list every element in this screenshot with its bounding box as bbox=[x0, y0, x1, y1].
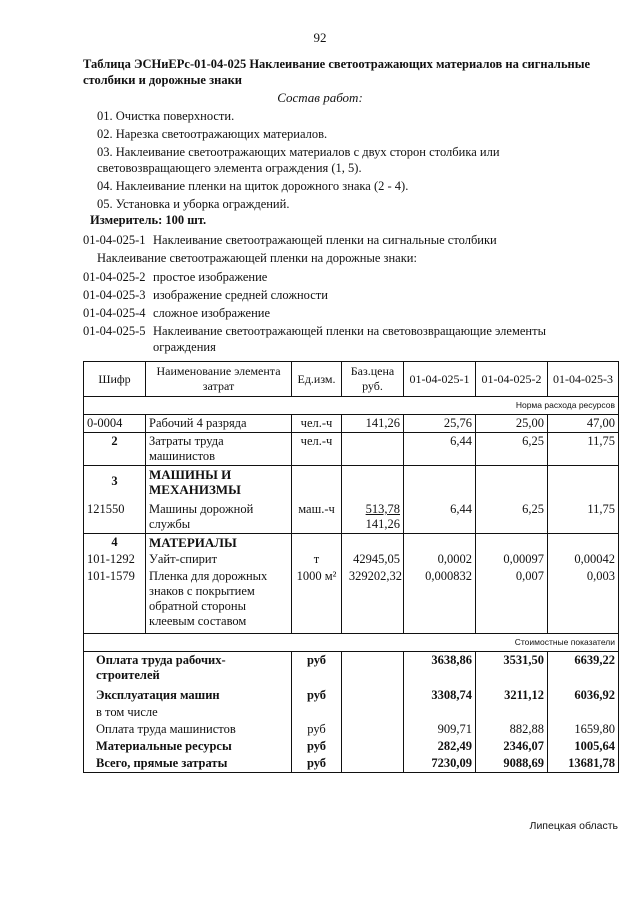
empty-cell bbox=[476, 534, 548, 552]
cost-value: 282,49 bbox=[404, 738, 476, 755]
empty-cell bbox=[342, 652, 404, 685]
empty-cell bbox=[342, 466, 404, 499]
cost-note-row bbox=[84, 634, 619, 652]
table-row bbox=[84, 568, 619, 634]
code-number: 01-04-025-4 bbox=[83, 306, 146, 320]
value-cell: 11,75 bbox=[548, 433, 619, 466]
work-item: 03. Наклеивание светоотражающих материалов с двух сторон столбика или световозвращающего элемента ограждения (1, 5). bbox=[97, 145, 500, 175]
resource-table bbox=[83, 361, 619, 773]
code-number: 01-04-025-2 bbox=[83, 270, 146, 284]
price-value: 141,26 bbox=[365, 517, 400, 531]
price-value: 513,78 bbox=[365, 502, 400, 516]
name-cell: Машины дорожной службы bbox=[146, 498, 292, 534]
norm-note-row bbox=[84, 397, 619, 415]
price-cell: 42945,05 bbox=[342, 551, 404, 568]
code-cell: 3 bbox=[84, 466, 146, 499]
code-description: Наклеивание светоотражающей пленки на сигнальные столбики bbox=[153, 233, 497, 247]
cost-note: Стоимостные показатели bbox=[84, 634, 619, 652]
section-name: МАШИНЫ И МЕХАНИЗМЫ bbox=[146, 466, 292, 499]
value-cell: 25,76 bbox=[404, 415, 476, 433]
empty-cell bbox=[548, 466, 619, 499]
composition-heading: Состав работ: bbox=[277, 90, 363, 105]
empty-cell bbox=[342, 738, 404, 755]
table-row bbox=[84, 433, 619, 466]
measure-unit: Измеритель: 100 шт. bbox=[90, 213, 207, 227]
cost-unit: руб bbox=[292, 755, 342, 773]
name-cell: Рабочий 4 разряда bbox=[146, 415, 292, 433]
work-item: 01. Очистка поверхности. bbox=[97, 109, 235, 123]
empty-cell bbox=[548, 534, 619, 552]
code-cell: 101-1579 bbox=[84, 568, 146, 634]
table-row bbox=[84, 534, 619, 552]
empty-cell bbox=[404, 704, 476, 721]
code-description: изображение средней сложности bbox=[153, 288, 328, 302]
cost-value: 7230,09 bbox=[404, 755, 476, 773]
value-cell: 0,00042 bbox=[548, 551, 619, 568]
cost-row bbox=[84, 755, 619, 773]
unit-cell: чел.-ч bbox=[292, 415, 342, 433]
cost-value: 3308,74 bbox=[404, 684, 476, 704]
cost-name: Материальные ресурсы bbox=[84, 738, 292, 755]
price-cell: 329202,32 bbox=[342, 568, 404, 634]
cost-value: 3638,86 bbox=[404, 652, 476, 685]
cost-name: Оплата труда рабочих-строителей bbox=[84, 652, 292, 685]
name-cell: Уайт-спирит bbox=[146, 551, 292, 568]
header-cell: Баз.цена руб. bbox=[342, 362, 404, 397]
header-cell: 01-04-025-2 bbox=[476, 362, 548, 397]
norm-note: Норма расхода ресурсов bbox=[84, 397, 619, 415]
value-cell: 11,75 bbox=[548, 498, 619, 534]
empty-cell bbox=[404, 466, 476, 499]
code-line bbox=[83, 269, 623, 285]
cost-value: 1005,64 bbox=[548, 738, 619, 755]
code-cell: 2 bbox=[84, 433, 146, 466]
empty-cell bbox=[342, 721, 404, 738]
empty-cell bbox=[342, 704, 404, 721]
value-cell: 6,25 bbox=[476, 498, 548, 534]
code-description: простое изображение bbox=[153, 270, 268, 284]
unit-cell: т bbox=[292, 551, 342, 568]
code-line bbox=[83, 323, 623, 355]
empty-cell bbox=[342, 755, 404, 773]
value-cell: 25,00 bbox=[476, 415, 548, 433]
cost-value: 3211,12 bbox=[476, 684, 548, 704]
price-cell: 141,26 bbox=[342, 415, 404, 433]
value-cell: 0,000832 bbox=[404, 568, 476, 634]
unit-cell: 1000 м² bbox=[292, 568, 342, 634]
unit-cell: чел.-ч bbox=[292, 433, 342, 466]
empty-cell bbox=[342, 684, 404, 704]
empty-cell bbox=[404, 534, 476, 552]
value-cell: 0,00097 bbox=[476, 551, 548, 568]
cost-value: 13681,78 bbox=[548, 755, 619, 773]
code-description: Наклеивание светоотражающей пленки на световозвращающие элементы ограждения bbox=[153, 324, 546, 354]
cost-value: 6639,22 bbox=[548, 652, 619, 685]
name-cell: Пленка для дорожных знаков с покрытием обратной стороны клеевым составом bbox=[146, 568, 292, 634]
subheading: Наклеивание светоотражающей пленки на дорожные знаки: bbox=[97, 251, 417, 265]
cost-unit: руб bbox=[292, 721, 342, 738]
code-cell: 101-1292 bbox=[84, 551, 146, 568]
header-cell: Наименование элемента затрат bbox=[146, 362, 292, 397]
code-number: 01-04-025-5 bbox=[83, 324, 146, 338]
cost-unit: руб bbox=[292, 684, 342, 704]
unit-cell: маш.-ч bbox=[292, 498, 342, 534]
cost-value: 3531,50 bbox=[476, 652, 548, 685]
cost-unit: руб bbox=[292, 652, 342, 685]
value-cell: 0,0002 bbox=[404, 551, 476, 568]
empty-cell bbox=[476, 466, 548, 499]
work-item: 04. Наклеивание пленки на щиток дорожного знака (2 - 4). bbox=[97, 179, 409, 193]
header-cell: 01-04-025-1 bbox=[404, 362, 476, 397]
cost-name: Эксплуатация машин bbox=[84, 684, 292, 704]
cost-value: 9088,69 bbox=[476, 755, 548, 773]
code-line bbox=[83, 232, 623, 248]
cost-name: Всего, прямые затраты bbox=[84, 755, 292, 773]
empty-cell bbox=[292, 534, 342, 552]
value-cell: 6,25 bbox=[476, 433, 548, 466]
empty-cell bbox=[548, 704, 619, 721]
value-cell: 0,003 bbox=[548, 568, 619, 634]
code-line bbox=[83, 305, 623, 321]
work-item: 05. Установка и уборка ограждений. bbox=[97, 197, 290, 211]
price-cell bbox=[342, 433, 404, 466]
region-footer: Липецкая область bbox=[529, 820, 618, 832]
cost-value: 882,88 bbox=[476, 721, 548, 738]
empty-cell bbox=[476, 704, 548, 721]
code-cell: 121550 bbox=[84, 498, 146, 534]
cost-name: Оплата труда машинистов bbox=[84, 721, 292, 738]
table-row bbox=[84, 498, 619, 534]
code-cell: 4 bbox=[84, 534, 146, 552]
code-number: 01-04-025-3 bbox=[83, 288, 146, 302]
code-number: 01-04-025-1 bbox=[83, 233, 146, 247]
code-description: сложное изображение bbox=[153, 306, 271, 320]
value-cell: 6,44 bbox=[404, 433, 476, 466]
empty-cell bbox=[292, 704, 342, 721]
page-number: 92 bbox=[313, 30, 327, 45]
cost-value: 1659,80 bbox=[548, 721, 619, 738]
cost-unit: руб bbox=[292, 738, 342, 755]
name-cell: Затраты труда машинистов bbox=[146, 433, 292, 466]
table-row bbox=[84, 415, 619, 433]
section-name: МАТЕРИАЛЫ bbox=[146, 534, 292, 552]
cost-row bbox=[84, 738, 619, 755]
header-row bbox=[84, 362, 619, 397]
value-cell: 0,007 bbox=[476, 568, 548, 634]
header-cell: 01-04-025-3 bbox=[548, 362, 619, 397]
table-row bbox=[84, 551, 619, 568]
cost-row bbox=[84, 652, 619, 685]
work-item: 02. Нарезка светоотражающих материалов. bbox=[97, 127, 328, 141]
header-cell: Ед.изм. bbox=[292, 362, 342, 397]
cost-value: 2346,07 bbox=[476, 738, 548, 755]
price-cell bbox=[342, 498, 404, 534]
cost-row bbox=[84, 721, 619, 738]
code-line bbox=[83, 287, 623, 303]
header-cell: Шифр bbox=[84, 362, 146, 397]
value-cell: 6,44 bbox=[404, 498, 476, 534]
empty-cell bbox=[292, 466, 342, 499]
empty-cell bbox=[342, 534, 404, 552]
code-cell: 0-0004 bbox=[84, 415, 146, 433]
table-title: Таблица ЭСНиЕРс-01-04-025 Наклеивание светоотражающих материалов на сигнальные столбики и дорожные знаки bbox=[83, 57, 591, 87]
cost-value: 909,71 bbox=[404, 721, 476, 738]
cost-name: в том числе bbox=[84, 704, 292, 721]
value-cell: 47,00 bbox=[548, 415, 619, 433]
cost-value: 6036,92 bbox=[548, 684, 619, 704]
cost-row bbox=[84, 684, 619, 704]
table-row bbox=[84, 466, 619, 499]
cost-row bbox=[84, 704, 619, 721]
